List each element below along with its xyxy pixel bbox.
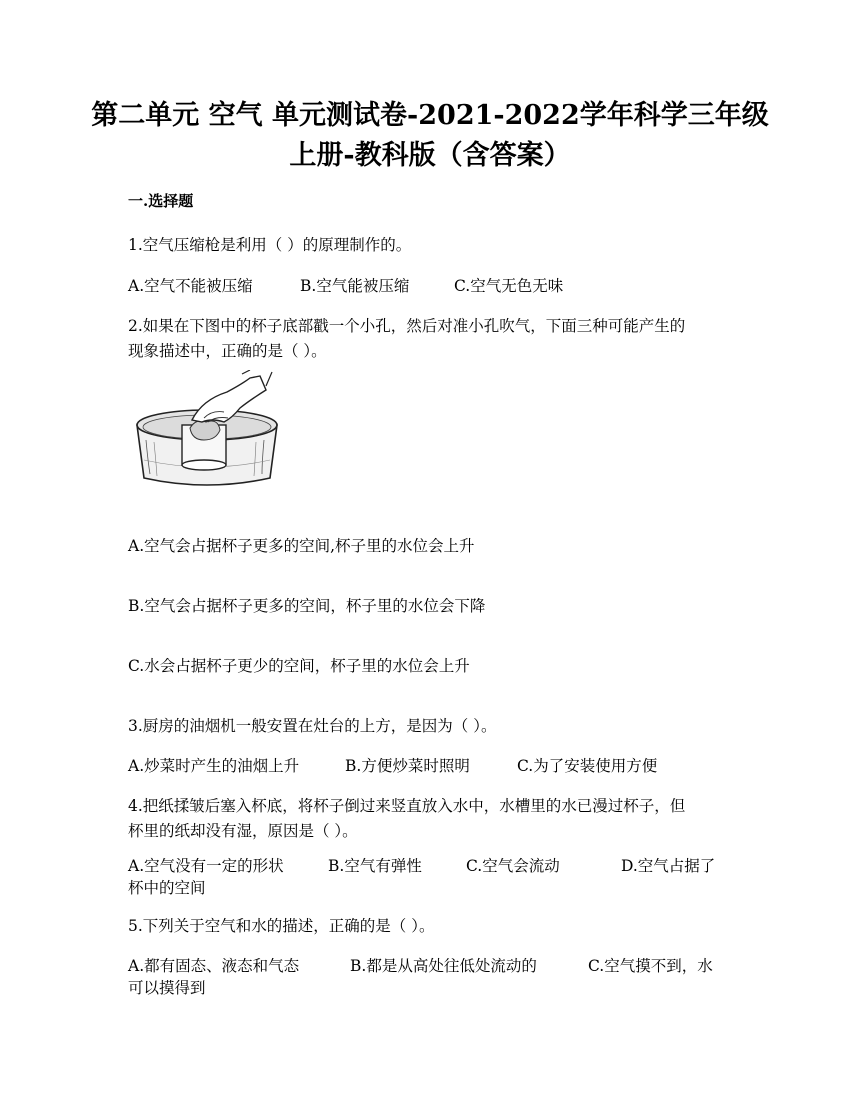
q1-option-b: B.空气能被压缩 bbox=[300, 277, 410, 295]
q3-option-a: A.炒菜时产生的油烟上升 bbox=[128, 757, 300, 775]
q2-option-a: A.空气会占据杯子更多的空间,杯子里的水位会上升 bbox=[128, 537, 475, 555]
title-line-1: 第二单元 空气 单元测试卷-2021-2022学年科学三年级 bbox=[91, 100, 769, 131]
q5-option-b: B.都是从高处往低处流动的 bbox=[350, 957, 537, 975]
q1-option-a: A.空气不能被压缩 bbox=[128, 277, 253, 295]
q4-options bbox=[128, 854, 715, 876]
q1-options bbox=[128, 274, 563, 296]
q4-stem-line-1: 4.把纸揉皱后塞入杯底，将杯子倒过来竖直放入水中，水槽里的水已漫过杯子，但 bbox=[128, 797, 686, 815]
q4-option-d-continued: 杯中的空间 bbox=[128, 879, 206, 897]
q5-options bbox=[128, 954, 713, 976]
q2-stem-line-2: 现象描述中，正确的是（ ）。 bbox=[128, 342, 327, 360]
q4-option-a: A.空气没有一定的形状 bbox=[128, 857, 284, 875]
q4-option-c: C.空气会流动 bbox=[466, 857, 560, 875]
q2-option-b: B.空气会占据杯子更多的空间，杯子里的水位会下降 bbox=[128, 597, 486, 615]
q2-stem-line-1: 2.如果在下图中的杯子底部戳一个小孔，然后对准小孔吹气，下面三种可能产生的 bbox=[128, 317, 686, 335]
q3-option-b: B.方便炒菜时照明 bbox=[345, 757, 470, 775]
q3-option-c: C.为了安装使用方便 bbox=[517, 757, 658, 775]
q4-option-d: D.空气占据了 bbox=[621, 857, 716, 875]
q5-stem: 5.下列关于空气和水的描述，正确的是（ ）。 bbox=[128, 917, 435, 935]
q4-option-b: B.空气有弹性 bbox=[328, 857, 422, 875]
title-line-2: 上册-教科版（含答案） bbox=[289, 140, 571, 171]
document-title bbox=[0, 96, 860, 176]
q1-option-c: C.空气无色无味 bbox=[454, 277, 564, 295]
q2-option-c: C.水会占据杯子更少的空间，杯子里的水位会上升 bbox=[128, 657, 470, 675]
q4-stem-line-2: 杯里的纸却没有湿，原因是（ ）。 bbox=[128, 822, 358, 840]
q3-stem: 3.厨房的油烟机一般安置在灶台的上方，是因为（ ）。 bbox=[128, 717, 497, 735]
q5-option-a: A.都有固态、液态和气态 bbox=[128, 957, 300, 975]
q1-stem: 1.空气压缩枪是利用（ ）的原理制作的。 bbox=[128, 236, 412, 254]
cup-in-water-illustration bbox=[132, 370, 282, 495]
q5-option-c-continued: 可以摸得到 bbox=[128, 979, 206, 997]
q5-option-c: C.空气摸不到，水 bbox=[588, 957, 713, 975]
q3-options bbox=[128, 754, 657, 776]
section-heading: 一.选择题 bbox=[128, 192, 194, 210]
